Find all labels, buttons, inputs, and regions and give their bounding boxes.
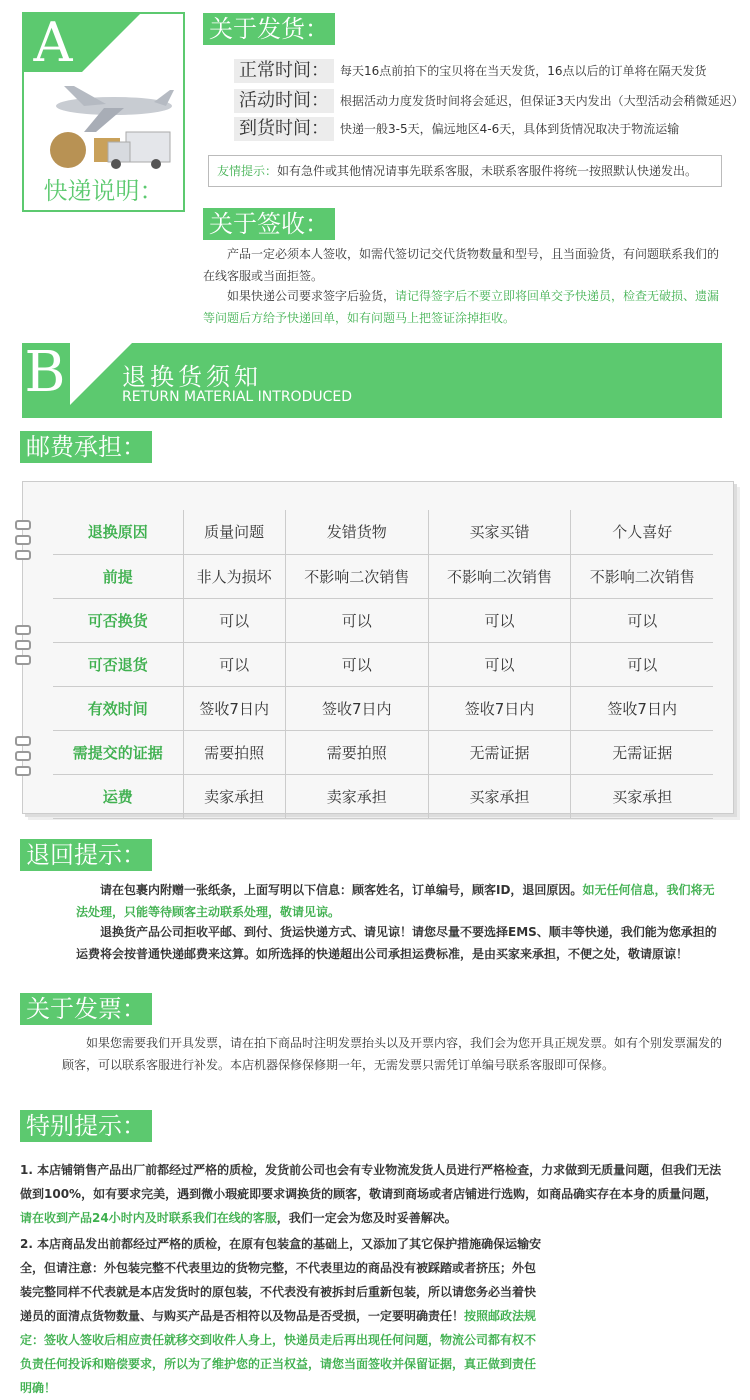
table-cell: 可以 bbox=[571, 598, 713, 642]
row-header: 有效时间 bbox=[53, 686, 183, 730]
section-a-caption: 快递说明： bbox=[43, 177, 164, 205]
table-row bbox=[53, 598, 713, 642]
table-row bbox=[53, 510, 713, 554]
table-cell: 无需证据 bbox=[571, 730, 713, 774]
binder-ring bbox=[15, 751, 31, 761]
row-header: 需提交的证据 bbox=[53, 730, 183, 774]
airplane-truck-icon bbox=[44, 76, 184, 176]
table-row bbox=[53, 730, 713, 774]
return-title: 退换货须知 bbox=[122, 363, 262, 391]
table-cell: 签收7日内 bbox=[285, 686, 428, 730]
sign-heading: 关于签收： bbox=[203, 208, 335, 240]
table-cell: 签收7日内 bbox=[183, 686, 285, 730]
table-cell: 可以 bbox=[183, 598, 285, 642]
table-row bbox=[53, 554, 713, 598]
return-tip-p1-plain: 请在包裹内附赠一张纸条，上面写明以下信息：顾客姓名，订单编号，顾客ID，退回原因。 bbox=[100, 883, 583, 897]
binder-ring bbox=[15, 625, 31, 635]
shipping-heading: 关于发货： bbox=[203, 13, 335, 45]
special-p2-plain: 2. 本店商品发出前都经过严格的质检，在原有包装盒的基础上，又添加了其它保护措施确保运输安全，但请注意：外包装完整不代表里边的货物完整，不代表里边的商品没有被踩踏或者挤压；外包装完整同样不代表就是本店发货时的原包装，不代表没有被拆封后重新包装，所以请您务必当着快递员的面清点货物数量、与购买产品是否相符以及物品是否受损，一定要明确责任！ bbox=[20, 1237, 542, 1323]
sign-paragraph-2 bbox=[203, 285, 723, 329]
table-cell: 可以 bbox=[428, 598, 571, 642]
binder-ring bbox=[15, 550, 31, 560]
table-cell: 非人为损坏 bbox=[183, 554, 285, 598]
binder-ring bbox=[15, 766, 31, 776]
return-tip-heading: 退回提示： bbox=[20, 839, 152, 871]
binder-ring bbox=[15, 655, 31, 665]
table-cell: 不影响二次销售 bbox=[285, 554, 428, 598]
postage-table-card bbox=[22, 481, 734, 814]
binder-ring bbox=[15, 520, 31, 530]
return-tip-paragraph-2: 退换货产品公司拒收平邮、到付、货运快递方式、请见谅！请您尽量不要选择EMS、顺丰等快递，我们能为您承担的运费将会按普通快递邮费来这算。如所选择的快递超出公司承担运费标准，是由买家来承担，不便之处，敬请原谅！ bbox=[76, 925, 717, 961]
table-cell: 无需证据 bbox=[428, 730, 571, 774]
normal-time-label: 正常时间： bbox=[234, 59, 334, 83]
special-p2-highlight: 按照邮政法规定：签收人签收后相应责任就移交到收件人身上，快递员走后再出现任何问题，物流公司都有权不负责任何投诉和赔偿要求，所以为了维护您的正当权益，请您当面签收并保留证据，真正做到责任明确！ bbox=[20, 1309, 537, 1395]
binder-ring bbox=[15, 535, 31, 545]
table-cell: 可以 bbox=[183, 642, 285, 686]
special-paragraph-1 bbox=[20, 1158, 722, 1230]
tip-label: 友情提示： bbox=[217, 164, 278, 178]
sign-p2-highlight: 请记得签字后不要立即将回单交予快递员，检查无破损、遗漏等问题后方给予快递回单，如有问题马上把签证涂掉拒收。 bbox=[203, 289, 720, 325]
return-banner bbox=[22, 343, 722, 418]
table-cell: 个人喜好 bbox=[571, 510, 713, 554]
table-row bbox=[53, 686, 713, 730]
table-cell: 买家承担 bbox=[571, 774, 713, 818]
corner-decoration bbox=[82, 14, 140, 72]
delivery-badge bbox=[22, 12, 185, 212]
binder-ring bbox=[15, 640, 31, 650]
arrival-time-label: 到货时间： bbox=[234, 117, 334, 141]
table-cell: 可以 bbox=[285, 598, 428, 642]
table-cell: 卖家承担 bbox=[183, 774, 285, 818]
invoice-heading: 关于发票： bbox=[20, 993, 152, 1025]
sign-paragraph-1: 产品一定必须本人签收，如需代签切记交代货物数量和型号，且当面验货，有问题联系我们的在线客服或当面拒签。 bbox=[203, 247, 720, 283]
table-cell: 需要拍照 bbox=[285, 730, 428, 774]
normal-time-text: 每天16点前拍下的宝贝将在当天发货，16点以后的订单将在隔天发货 bbox=[340, 64, 707, 78]
table-cell: 可以 bbox=[571, 642, 713, 686]
special-p1-end: ，我们一定会为您及时妥善解决。 bbox=[276, 1211, 457, 1225]
table-cell: 需要拍照 bbox=[183, 730, 285, 774]
special-p1-highlight: 请在收到产品24小时内及时联系我们在线的客服 bbox=[20, 1211, 277, 1225]
row-header: 可否换货 bbox=[53, 598, 183, 642]
binder-ring bbox=[15, 736, 31, 746]
section-b-letter: B bbox=[22, 343, 68, 403]
postage-heading: 邮费承担： bbox=[20, 431, 152, 463]
row-header: 运费 bbox=[53, 774, 183, 818]
promo-time-label: 活动时间： bbox=[234, 89, 334, 113]
return-tip-paragraph-1 bbox=[76, 879, 721, 923]
special-paragraph-2 bbox=[20, 1232, 545, 1400]
invoice-paragraph: 如果您需要我们开具发票，请在拍下商品时注明发票抬头以及开票内容，我们会为您开具正规发票。如有个别发票漏发的顾客，可以联系客服进行补发。本店机器保修保修期一年，无需发票只需凭订单编号联系客服即可保修。 bbox=[62, 1036, 723, 1072]
row-header: 可否退货 bbox=[53, 642, 183, 686]
table-cell: 不影响二次销售 bbox=[571, 554, 713, 598]
table-cell: 可以 bbox=[428, 642, 571, 686]
table-cell: 卖家承担 bbox=[285, 774, 428, 818]
postage-table bbox=[53, 510, 713, 819]
table-cell: 签收7日内 bbox=[428, 686, 571, 730]
table-cell: 不影响二次销售 bbox=[428, 554, 571, 598]
tip-text: 如有急件或其他情况请事先联系客服，未联系客服件将统一按照默认快递发出。 bbox=[277, 164, 698, 178]
return-subtitle: RETURN MATERIAL INTRODUCED bbox=[122, 389, 353, 405]
arrival-time-text: 快递一般3-5天，偏远地区4-6天，具体到货情况取决于物流运输 bbox=[340, 122, 680, 136]
friendly-tip bbox=[208, 155, 722, 187]
table-cell: 买家承担 bbox=[428, 774, 571, 818]
return-tip-p1-highlight: 如无任何信息，我们将无法处理，只能等待顾客主动联系处理，敬请见谅。 bbox=[76, 883, 715, 919]
table-row bbox=[53, 774, 713, 818]
table-cell: 买家买错 bbox=[428, 510, 571, 554]
table-cell: 可以 bbox=[285, 642, 428, 686]
table-cell: 质量问题 bbox=[183, 510, 285, 554]
row-header: 前提 bbox=[53, 554, 183, 598]
sign-p2-plain: 如果快递公司要求签字后验货， bbox=[227, 289, 396, 303]
table-row bbox=[53, 642, 713, 686]
promo-time-text: 根据活动力度发货时间将会延迟，但保证3天内发出（大型活动会稍微延迟） bbox=[340, 94, 744, 108]
table-cell: 发错货物 bbox=[285, 510, 428, 554]
section-a-letter: A bbox=[24, 14, 82, 72]
special-p1-plain: 1. 本店铺销售产品出厂前都经过严格的质检，发货前公司也会有专业物流发货人员进行严格检查，力求做到无质量问题，但我们无法做到100%，如有要求完美，遇到微小瑕疵即要求调换货的顾客，敬请到商场或者店铺进行选购，如商品确实存在本身的质量问题， bbox=[20, 1163, 722, 1201]
special-heading: 特别提示： bbox=[20, 1110, 152, 1142]
table-cell: 签收7日内 bbox=[571, 686, 713, 730]
row-header: 退换原因 bbox=[53, 510, 183, 554]
